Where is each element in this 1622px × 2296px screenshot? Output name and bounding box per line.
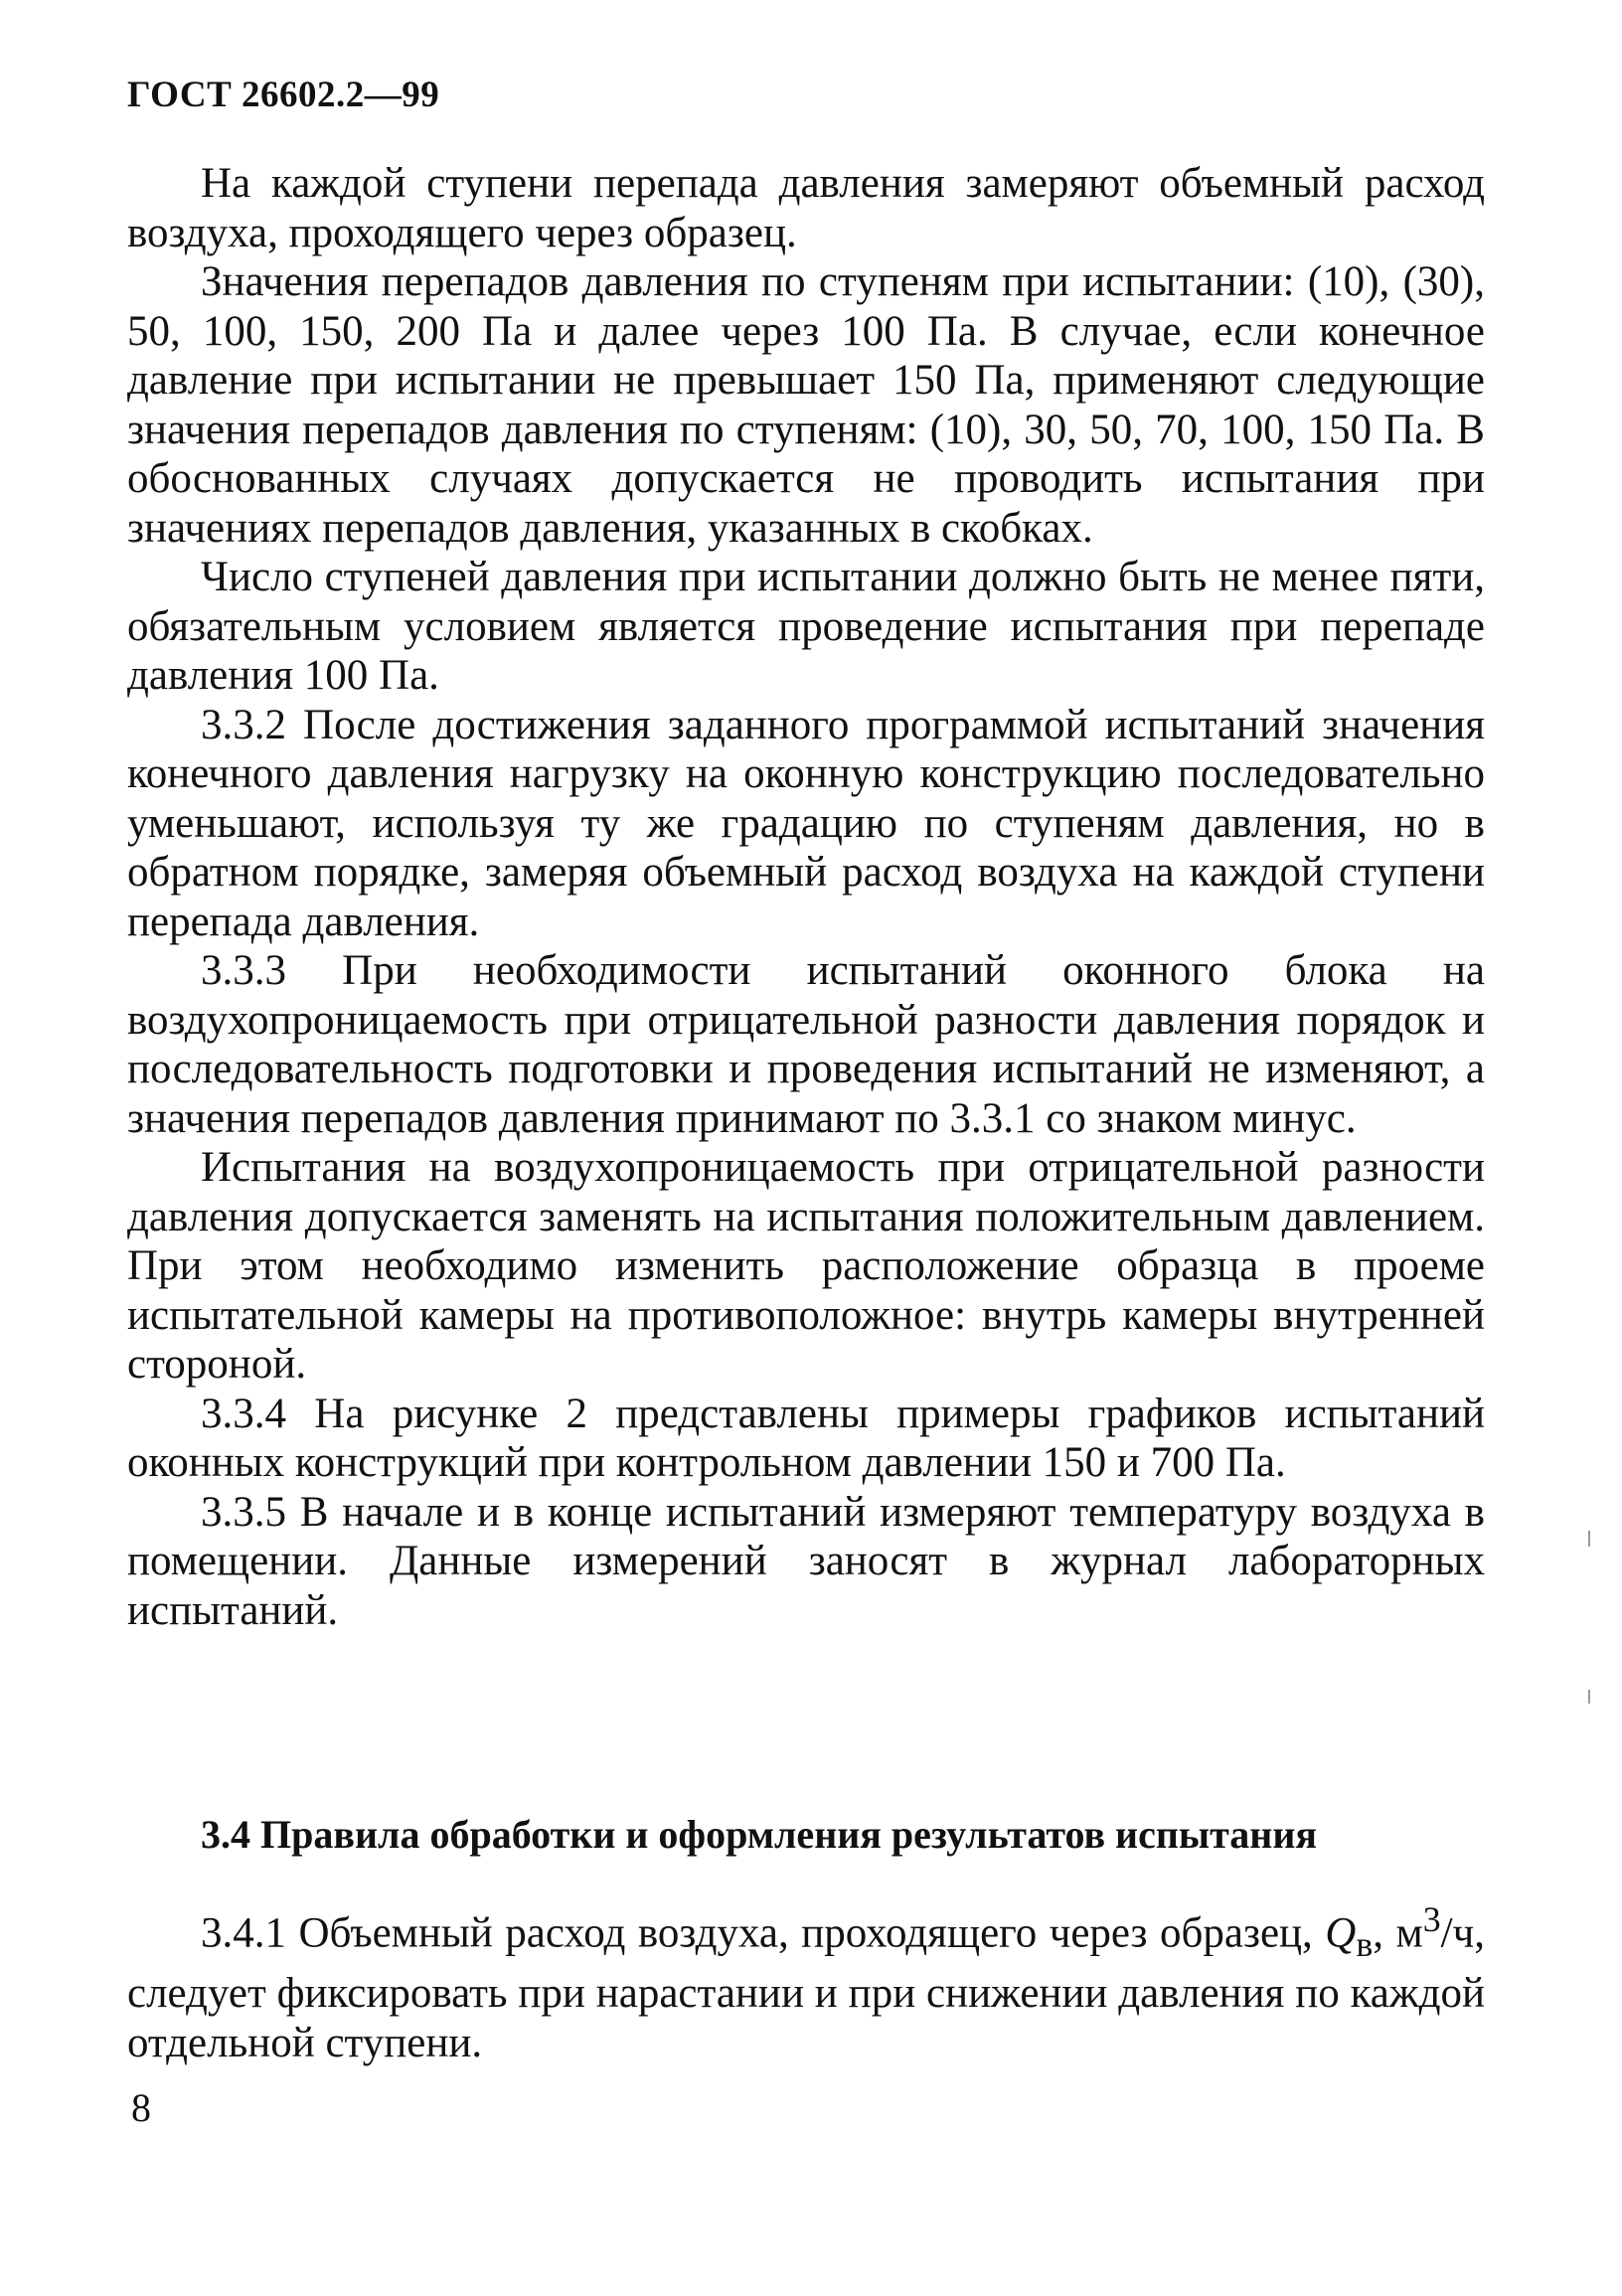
paragraph-3-3-3: 3.3.3 При необходимости испытаний оконного блока на воздухопроницаемость при отрицательной разности давления порядок и последовательность подготовки и проведения испытаний не изменяют, а значения перепадов давления принимают по 3.3.1 со знаком минус. [127,947,1485,1142]
paragraph: Значения перепадов давления по ступеням при испытании: (10), (30), 50, 100, 150, 200 Па и далее через 100 Па. В случае, если конечное давление при испытании не превышает 150 Па, применяют следующие значения перепадов давления по ступеням: (10), 30, 50, 70, 100, 150 Па. В обоснованных случаях допускается не проводить испытания при значениях перепадов давления, указанных в скобках. [127,258,1485,552]
paragraph: Число ступеней давления при испытании должно быть не менее пяти, обязательным условием является проведение испытания при перепаде давления 100 Па. [127,554,1485,699]
page-number: 8 [131,2085,151,2130]
section-heading: 3.4 Правила обработки и оформления результатов испытания [201,1812,1318,1857]
paragraph-3-3-2: 3.3.2 После достижения заданного программой испытаний значения конечного давления нагрузку на оконную конструкцию последовательно уменьшают, используя ту же градацию по ступеням давления, но в обратном порядке, замеряя объемный расход воздуха на каждой ступени перепада давления. [127,701,1485,945]
paragraph-text: /ч, следует фиксировать при нарастании и при снижении давления по каждой отдельной ступени. [127,1909,1485,2066]
flow-rate-subscript: в [1356,1923,1374,1964]
paragraph: На каждой ступени перепада давления замеряют объемный расход воздуха, проходящего через образец. [127,160,1485,256]
section-text [127,1895,1485,2067]
paragraph-3-4-1 [127,1895,1485,2067]
body-text [127,159,1485,1635]
paragraph: Испытания на воздухопроницаемость при отрицательной разности давления допускается заменять на испытания положительным давлением. При этом необходимо изменить расположение образца в проеме испытательной камеры на противоположное: внутрь камеры внутренней стороной. [127,1144,1485,1388]
scan-mark [1588,1690,1590,1704]
flow-rate-symbol: Q [1325,1909,1357,1957]
document-header: ГОСТ 26602.2—99 [127,75,440,115]
unit-text: , м [1373,1909,1423,1957]
paragraph-3-3-4: 3.3.4 На рисунке 2 представлены примеры графиков испытаний оконных конструкций при контрольном давлении 150 и 700 Па. [127,1390,1485,1486]
scan-mark [1588,1531,1590,1547]
paragraph-3-3-5: 3.3.5 В начале и в конце испытаний измеряют температуру воздуха в помещении. Данные измерений заносят в журнал лабораторных испытаний. [127,1488,1485,1634]
unit-superscript: 3 [1422,1899,1441,1939]
paragraph-text: 3.4.1 Объемный расход воздуха, проходящего через образец, [201,1909,1326,1957]
